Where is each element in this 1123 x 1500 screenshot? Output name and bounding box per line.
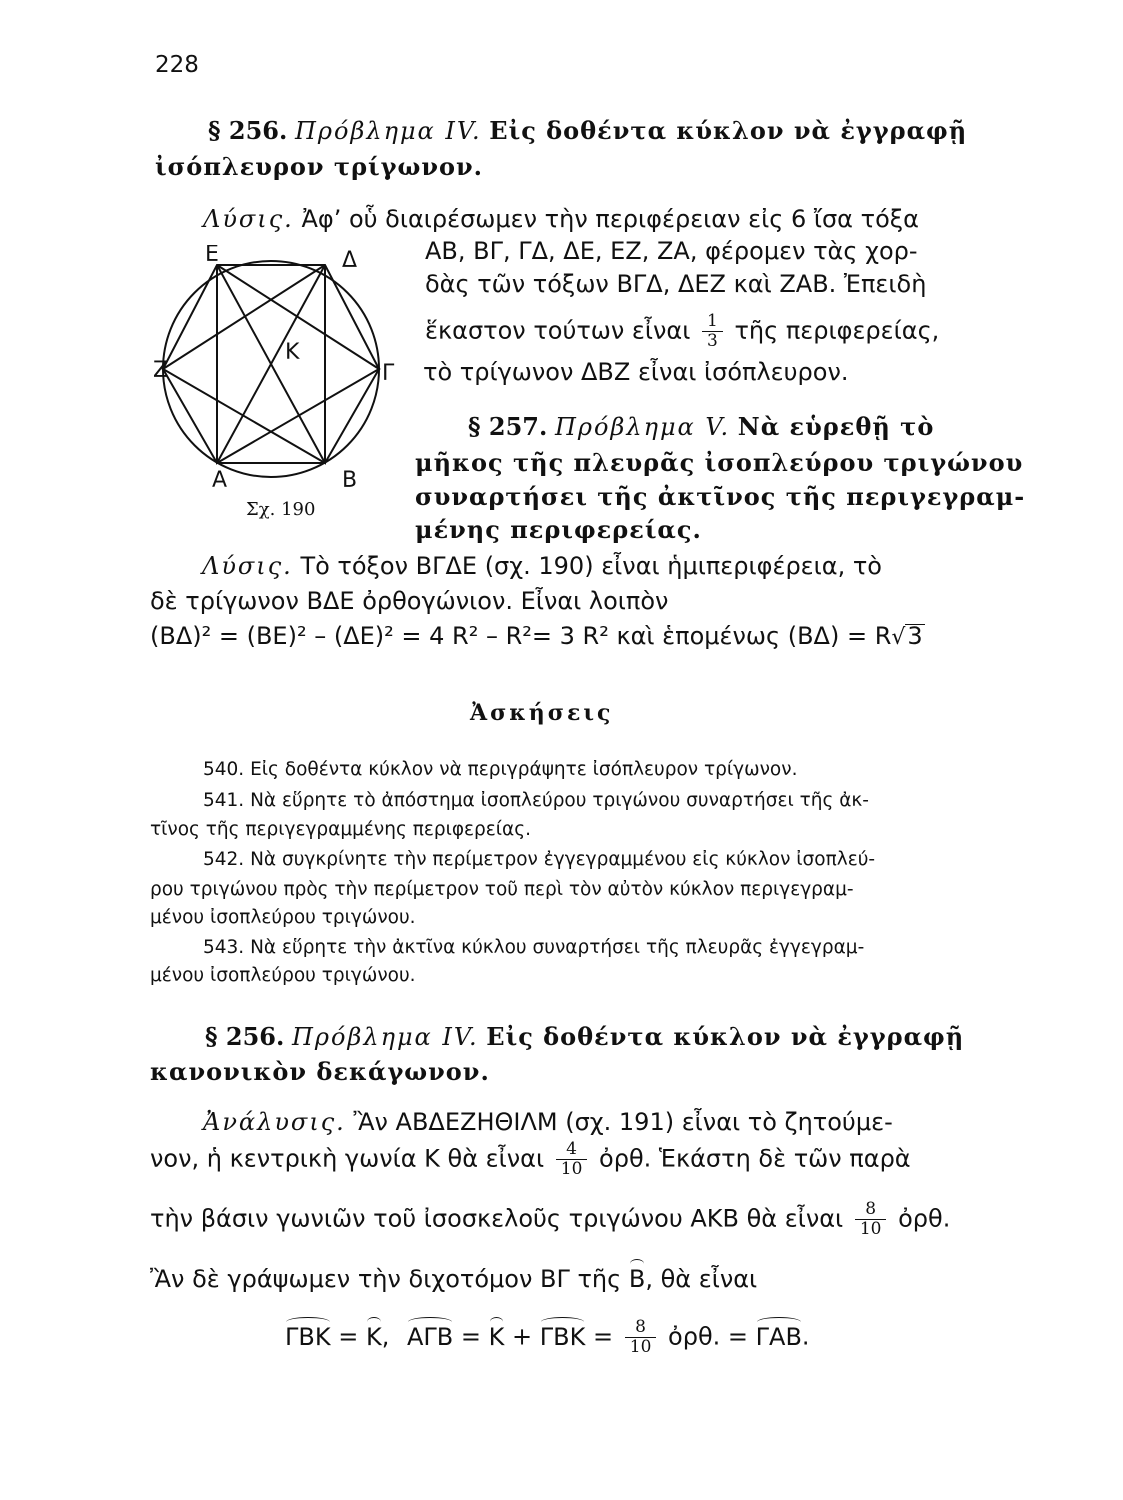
exercises-heading: Ἀσκήσεις [470, 700, 614, 726]
exercise-line: 543. Νὰ εὕρητε τὴν ἀκτῖνα κύκλου συναρτήσει τῆς πλευρᾶς ἐγγεγραμ- [203, 937, 865, 958]
sqrt-three: 3 [907, 622, 923, 650]
section-number: § 256. [208, 116, 288, 145]
problem-title-cont-1: μῆκος τῆς πλευρᾶς ἰσοπλεύρου τριγώνου [415, 448, 1024, 477]
problem-label: Πρόβλημα V. [555, 413, 731, 441]
analysis-line-1: Ἀνάλυσις. Ἂν ΑΒΔΕΖΗΘΙΛΜ (σχ. 191) εἶναι τὸ ζητούμε- [203, 1108, 893, 1136]
analysis-label: Ἀνάλυσις. [203, 1108, 346, 1136]
problem-title-cont-2: συναρτήσει τῆς ἀκτῖνος τῆς περιγεγραμ- [415, 482, 1026, 511]
solution-line-4: ἕκαστον τούτων εἶναι $\frac{1}{3}$ τῆς περιφερείας, [425, 311, 940, 351]
page-number: 228 [155, 52, 199, 78]
analysis-line-2: νον, ἡ κεντρικὴ γωνία Κ θὰ εἶναι $\frac{4}{10}$ ὀρθ. Ἑκάστη δὲ τῶν παρὰ [150, 1139, 911, 1179]
fraction-4-10: $\frac{4}{10}$ [556, 1140, 588, 1179]
label-D: Δ [342, 248, 358, 273]
exercise-line: τῖνος τῆς περιγεγραμμένης περιφερείας. [150, 819, 531, 840]
label-E: Ε [205, 245, 219, 267]
exercise-line: μένου ἰσοπλεύρου τριγώνου. [150, 965, 416, 986]
problem-title: Εἰς δοθέντα κύκλον νὰ ἐγγραφῇ [486, 1022, 965, 1051]
exercise-line: ρου τριγώνου πρὸς τὴν περίμετρον τοῦ περὶ τὸν αὐτὸν κύκλον περιγεγραμ- [150, 879, 854, 900]
label-B: Β [342, 468, 358, 493]
angle-b: Β [628, 1265, 646, 1293]
analysis-line-3: τὴν βάσιν γωνιῶν τοῦ ἰσοσκελοῦς τριγώνου ΑΚΒ θὰ εἶναι $\frac{8}{10}$ ὀρθ. [150, 1199, 951, 1239]
figure-190 [150, 245, 400, 525]
exercise-line: μένου ἰσοπλεύρου τριγώνου. [150, 907, 416, 928]
label-G: Γ [382, 361, 395, 386]
section-heading-256b [205, 1022, 964, 1051]
triangle-dbz [163, 265, 325, 463]
solution2-line-1: Λύσις. Τὸ τόξον ΒΓΔΕ (σχ. 190) εἶναι ἡμιπεριφέρεια, τὸ [202, 552, 882, 580]
solution-line-5: τὸ τρίγωνον ΔΒΖ εἶναι ἰσόπλευρον. [423, 358, 849, 386]
problem-title: Εἰς δοθέντα κύκλον νὰ ἐγγραφῇ [489, 116, 968, 145]
problem-label: Πρόβλημα IV. [295, 117, 482, 145]
solution2-line-2: δὲ τρίγωνον ΒΔΕ ὀρθογώνιον. Εἶναι λοιπὸν [150, 587, 669, 615]
solution-line-2: ΑΒ, ΒΓ, ΓΔ, ΔΕ, ΕΖ, ΖΑ, φέρομεν τὰς χορ- [425, 237, 918, 265]
section-heading-256 [208, 116, 967, 145]
label-K: Κ [285, 340, 300, 365]
circumcircle [163, 261, 379, 477]
solution-line-3: δὰς τῶν τόξων ΒΓΔ, ΔΕΖ καὶ ΖΑΒ. Ἐπειδὴ [425, 270, 927, 298]
section-heading-257 [468, 412, 934, 441]
solution2-equation: (ΒΔ)² = (ΒΕ)² – (ΔΕ)² = 4 R² – R²= 3 R² καὶ ἑπομένως (ΒΔ) = R√3 [150, 622, 923, 650]
problem-title-cont-3: μένης περιφερείας. [415, 515, 702, 544]
analysis-line-4: Ἂν δὲ γράψωμεν τὴν διχοτόμον ΒΓ τῆς Β, θὰ εἶναι [150, 1265, 758, 1293]
section-number: § 256. [205, 1022, 285, 1051]
exercise-line: 541. Νὰ εὕρητε τὸ ἀπόστημα ἰσοπλεύρου τριγώνου συναρτήσει τῆς ἀκ- [203, 790, 869, 811]
fraction-8-10: $\frac{8}{10}$ [855, 1200, 887, 1239]
problem-title-cont: κανονικὸν δεκάγωνον. [150, 1057, 490, 1086]
label-Z: Ζ [153, 358, 169, 383]
section-number: § 257. [468, 412, 548, 441]
solution-label: Λύσις. [203, 205, 294, 233]
exercise-line: 542. Νὰ συγκρίνητε τὴν περίμετρον ἐγγεγραμμένου εἰς κύκλον ἰσοπλεύ- [203, 849, 876, 870]
analysis-formula: ΓΒΚ = Κ, ΑΓΒ = Κ + ΓΒΚ = $\frac{8}{10}$ ὀρθ. = ΓΑΒ. [285, 1317, 810, 1357]
label-A: Α [212, 468, 228, 493]
problem-title-cont: ἰσόπλευρον τρίγωνον. [155, 152, 484, 181]
problem-title: Νὰ εὑρεθῇ τὸ [737, 412, 935, 441]
solution-line-1: Λύσις. Ἀφ’ οὗ διαιρέσωμεν τὴν περιφέρειαν εἰς 6 ἴσα τόξα [203, 205, 919, 233]
figure-caption: Σχ. 190 [246, 499, 316, 520]
fraction-8-10-b: $\frac{8}{10}$ [625, 1318, 657, 1357]
problem-label: Πρόβλημα IV. [292, 1023, 479, 1051]
exercise-line: 540. Εἰς δοθέντα κύκλον νὰ περιγράψητε ἰσόπλευρον τρίγωνον. [203, 759, 798, 780]
solution-label: Λύσις. [202, 552, 293, 580]
fraction-one-third: $\frac{1}{3}$ [702, 312, 723, 351]
